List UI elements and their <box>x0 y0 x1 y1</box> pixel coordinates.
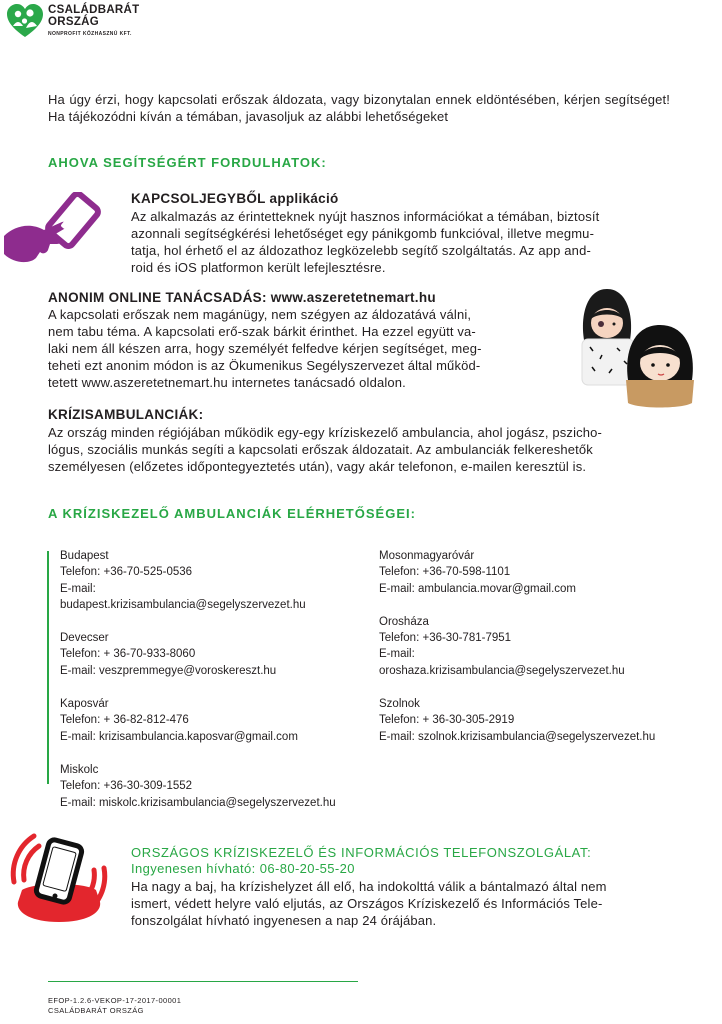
contacts-left-column <box>60 548 336 828</box>
nesting-dolls-image <box>562 285 704 410</box>
email-link[interactable]: oroshaza.krizisambulancia@segelyszervezet.hu <box>379 664 625 677</box>
heart-people-logo-icon <box>6 4 44 38</box>
contacts-heading: A KRÍZISKEZELŐ AMBULANCIÁK ELÉRHETŐSÉGEI: <box>48 506 416 521</box>
email-link[interactable]: E-mail: miskolc.krizisambulancia@segelyszervezet.hu <box>60 796 336 809</box>
email-link[interactable]: E-mail: veszpremmegye@voroskereszt.hu <box>60 664 277 677</box>
crisis-description: Az ország minden régiójában működik egy-egy kríziskezelő ambulancia, ahol jogász, pszicho- lógus, szociális munkás segíti a kapcsolati erőszak áldozatait. Az ambulanciák felkereshetők személyesen (előzetes időpontegyeztetés után), vagy akár telefonon, e-mailen keresztül is. <box>48 425 602 474</box>
contacts-right-column <box>379 548 655 762</box>
email-link[interactable]: budapest.krizisambulancia@segelyszervezet.hu <box>60 598 306 611</box>
contacts-accent-bar <box>47 551 49 784</box>
contact-devecser: Devecser Telefon: + 36-70-933-8060 E-mail: veszpremmegye@voroskereszt.hu <box>60 630 336 679</box>
online-title: ANONIM ONLINE TANÁCSADÁS: www.aszeretetnemart.hu <box>48 290 436 305</box>
contact-mosonmagyarovar: Mosonmagyaróvár Telefon: +36-70-598-1101 E-mail: ambulancia.movar@gmail.com <box>379 548 655 597</box>
online-description: A kapcsolati erőszak nem magánügy, nem szégyen az áldozatává válni, nem tabu téma. A kapcsolati erő-szak bárkit érinthet. Ha ezzel együtt va- laki nem áll készen arra, hogy személyét felfedve kérjen segítséget, meg- teheti ezt anonim módon is az Ökumenikus Segélyszervezet által működ- tetett www.aszeretetnemart.hu internetes tanácsadó oldalon. <box>48 307 482 390</box>
logo-subtitle: NONPROFIT KÖZHASZNÚ KFT. <box>48 31 132 37</box>
hotline-number[interactable]: Ingyenesen hívható: 06-80-20-55-20 <box>131 861 355 876</box>
contact-oroshaza: Orosháza Telefon: +36-30-781-7951 E-mail: oroshaza.krizisambulancia@segelyszervezet.hu <box>379 614 655 679</box>
hotline-description: Ha nagy a baj, ha krízishelyzet áll elő, ha indokolttá válik a bántalmazó által nem ismert, védett helyre való eljutás, az Országos Kríziskezelő és Információs Tele- fonszolgálat hívható ingyenesen a nap 24 órájában. <box>131 879 607 928</box>
contact-budapest: Budapest Telefon: +36-70-525-0536 E-mail: budapest.krizisambulancia@segelyszervezet.hu <box>60 548 336 613</box>
email-link[interactable]: E-mail: krizisambulancia.kaposvar@gmail.com <box>60 730 298 743</box>
crisis-title: KRÍZISAMBULANCIÁK: <box>48 407 204 422</box>
footer: EFOP-1.2.6-VEKOP-17-2017-00001 CSALÁDBARÁT ORSZÁG <box>48 996 182 1015</box>
email-link[interactable]: E-mail: szolnok.krizisambulancia@segelyszervezet.hu <box>379 730 656 743</box>
hotline-title: ORSZÁGOS KRÍZISKEZELŐ ÉS INFORMÁCIÓS TELEFONSZOLGÁLAT: <box>131 845 592 860</box>
logo-title: CSALÁDBARÁT ORSZÁG <box>48 4 140 28</box>
contact-kaposvar: Kaposvár Telefon: + 36-82-812-476 E-mail: krizisambulancia.kaposvar@gmail.com <box>60 696 336 745</box>
app-title: KAPCSOLJEGYBŐL applikáció <box>131 191 339 206</box>
phone-hotline-icon <box>4 822 114 928</box>
intro-paragraph: Ha úgy érzi, hogy kapcsolati erőszak áldozata, vagy bizonytalan ennek eldöntésében, kérjen segítséget! Ha tájékozódni kíván a témában, javasoljuk az alábbi lehetőségeket <box>48 92 670 124</box>
app-description: Az alkalmazás az érintetteknek nyújt hasznos információkat a témában, biztosít azonnali segítségkérési lehetőséget egy pánikgomb funkcióval, illetve megmu- tatja, hol érhető el az áldozathoz legközelebb segítő szolgáltatás. Az app and- roid és iOS platformon került lefejlesztésre. <box>131 209 600 275</box>
contact-szolnok: Szolnok Telefon: + 36-30-305-2919 E-mail: szolnok.krizisambulancia@segelyszervezet.hu <box>379 696 655 745</box>
email-link[interactable]: E-mail: ambulancia.movar@gmail.com <box>379 582 577 595</box>
help-heading: AHOVA SEGÍTSÉGÉRT FORDULHATOK: <box>48 155 327 170</box>
contact-miskolc: Miskolc Telefon: +36-30-309-1552 E-mail: miskolc.krizisambulancia@segelyszervezet.hu <box>60 762 336 811</box>
hand-phone-icon <box>0 192 112 266</box>
footer-divider <box>48 981 358 982</box>
